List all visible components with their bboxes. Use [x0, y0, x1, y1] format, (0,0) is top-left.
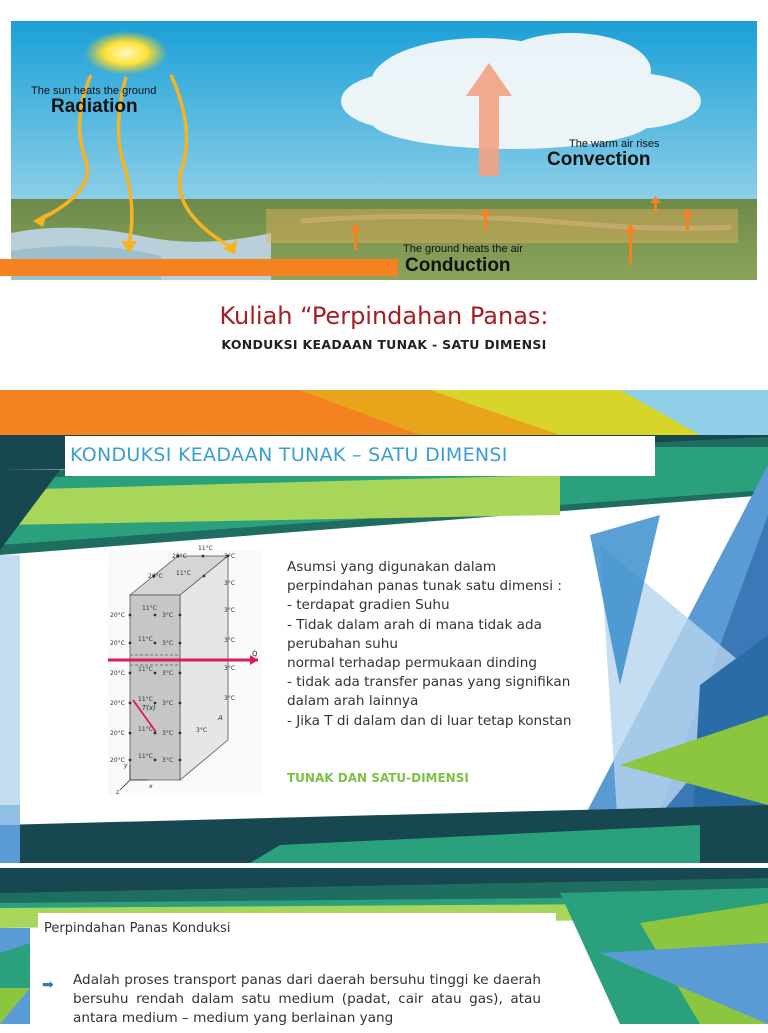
temp-mid-label: 11°C [142, 605, 157, 612]
temp-hot-label: 20°C [148, 573, 163, 580]
text-line: perubahan suhu [287, 635, 398, 652]
plane-wall-diagram [108, 545, 262, 796]
slide3-title: Perpindahan Panas Konduksi [44, 921, 231, 936]
heat-flow-label: Q̇ [252, 650, 258, 658]
temp-cold-label: 3°C [224, 637, 236, 644]
conduction-label: Conduction [405, 255, 511, 276]
text-line: Asumsi yang digunakan dalam [287, 559, 497, 575]
text-line: - Jika T di dalam dan di luar tetap konstan [287, 712, 572, 729]
temp-cold-label: 3°C [162, 757, 174, 764]
temp-cold-label: 3°C [162, 700, 174, 707]
text-line: - tidak ada transfer panas yang signifikan [287, 674, 571, 691]
slide1-subtitle: KONDUKSI KEADAAN TUNAK - SATU DIMENSI [221, 337, 547, 352]
radiation-caption: The sun heats the ground [31, 85, 157, 97]
temp-cold-label: 3°C [162, 612, 174, 619]
arrow-right-icon: ➡ [42, 977, 54, 993]
temperature-profile-label: T(x) [142, 704, 156, 712]
temp-mid-label: 11°C [138, 726, 153, 733]
slide-title [0, 0, 768, 385]
temp-mid-label: 11°C [198, 545, 213, 552]
slide-konduksi [0, 385, 768, 863]
text-line: - terdapat gradien Suhu [287, 597, 450, 614]
temp-cold-label: 3°C [224, 607, 236, 614]
temp-hot-label: 20°C [172, 553, 187, 560]
slide1-title: Kuliah “Perpindahan Panas: [219, 302, 549, 330]
convection-label: Convection [547, 149, 651, 170]
temp-mid-label: 11°C [138, 666, 153, 673]
temp-cold-label: 3°C [162, 670, 174, 677]
area-label: A [218, 714, 223, 722]
temp-cold-label: 3°C [162, 730, 174, 737]
radiation-label: Radiation [51, 96, 138, 117]
slide2-title: KONDUKSI KEADAAN TUNAK – SATU DIMENSI [70, 444, 508, 466]
assumptions-text [287, 558, 597, 731]
axis-z-label: z [116, 789, 120, 796]
temp-hot-label: 20°C [110, 640, 125, 647]
temp-cold-label: 3°C [224, 553, 236, 560]
text-line: dalam arah lainnya [287, 693, 419, 710]
temp-cold-label: 3°C [224, 580, 236, 587]
slide-perpindahan-panas-konduksi [0, 863, 768, 1024]
text-line: normal terhadap permukaan dinding [287, 655, 537, 672]
temp-mid-label: 11°C [138, 636, 153, 643]
orange-accent-bar [0, 259, 398, 276]
temp-cold-label: 3°C [162, 640, 174, 647]
temp-cold-label: 3°C [224, 665, 236, 672]
conduction-caption: The ground heats the air [403, 243, 523, 255]
temp-hot-label: 20°C [110, 612, 125, 619]
definition-paragraph: Adalah proses transport panas dari daerah bersuhu tinggi ke daerah bersuhu rendah dalam satu medium (padat, cair atau gas), atau antara medium – medium yang berlainan yang [73, 972, 541, 1026]
temp-hot-label: 20°C [110, 670, 125, 677]
temp-hot-label: 20°C [110, 757, 125, 764]
temp-mid-label: 11°C [176, 570, 191, 577]
axis-x-label: x [149, 783, 153, 790]
temp-hot-label: 20°C [110, 730, 125, 737]
convection-caption: The warm air rises [569, 138, 660, 150]
temp-cold-label: 3°C [224, 695, 236, 702]
axis-y-label: y [124, 762, 128, 769]
temp-mid-label: 11°C [138, 753, 153, 760]
text-line: perpindahan panas tunak satu dimensi : [287, 578, 562, 595]
temp-hot-label: 20°C [110, 700, 125, 707]
plane-wall-figure [108, 545, 262, 796]
text-line: - Tidak dalam arah di mana tidak ada [287, 616, 542, 633]
heat-transfer-banner [11, 21, 757, 280]
temp-cold-label: 3°C [196, 727, 208, 734]
temp-mid-label: 11°C [138, 696, 153, 703]
highlight-label: TUNAK DAN SATU-DIMENSI [287, 771, 469, 785]
